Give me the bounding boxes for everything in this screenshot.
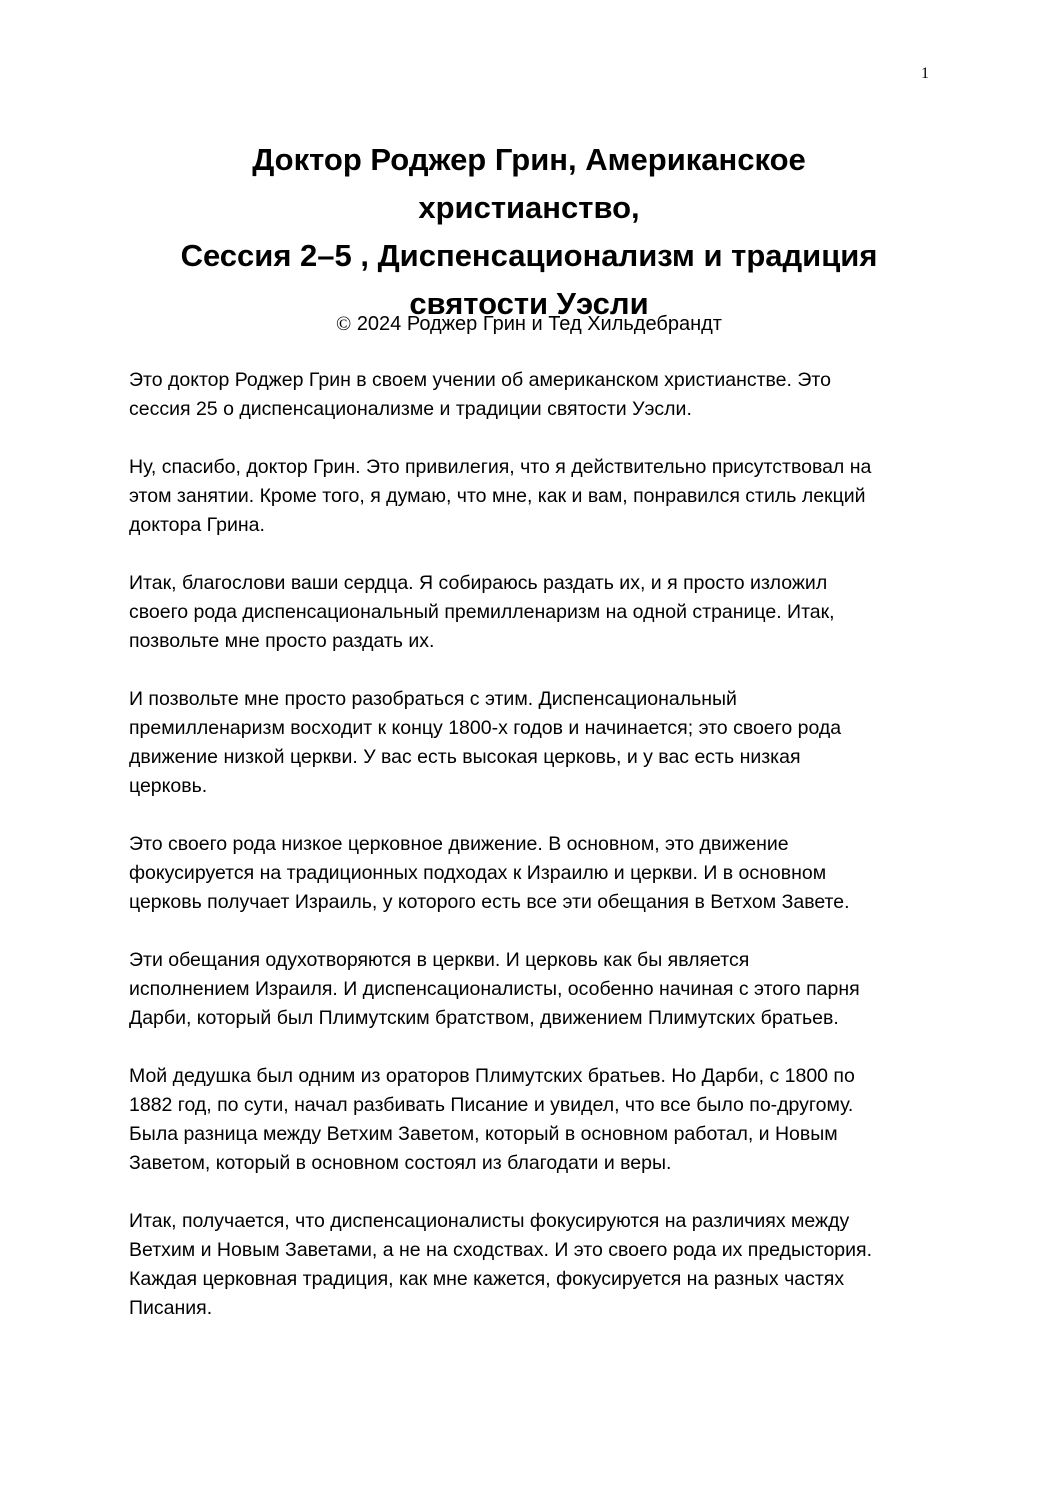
text-line: Это доктор Роджер Грин в своем учении об американском христианстве. Это <box>129 369 831 391</box>
text-line: Дарби, который был Плимутским братством, движением Плимутских братьев. <box>129 1007 839 1029</box>
copyright-notice <box>0 311 1058 337</box>
text-line: премилленаризм восходит к концу 1800-х годов и начинается; это своего рода <box>129 717 842 739</box>
copyright-symbol: © <box>336 313 352 335</box>
text-line: Эти обещания одухотворяются в церкви. И церковь как бы является <box>129 949 750 971</box>
paragraph <box>129 366 929 424</box>
paragraph <box>129 685 929 801</box>
text-line: Заветом, который в основном состоял из благодати и веры. <box>129 1152 672 1174</box>
text-line: сессия 25 о диспенсационализме и традиции святости Уэсли. <box>129 398 692 420</box>
text-line: движение низкой церкви. У вас есть высокая церковь, и у вас есть низкая <box>129 746 801 768</box>
page-number: 1 <box>921 65 929 82</box>
title-line: святости Уэсли <box>409 286 649 321</box>
paragraph <box>129 946 929 1033</box>
text-line: исполнением Израиля. И диспенсационалисты, особенно начиная с этого парня <box>129 978 860 1000</box>
text-line: этом занятии. Кроме того, я думаю, что мне, как и вам, понравился стиль лекций <box>129 485 866 507</box>
paragraph <box>129 830 929 917</box>
text-line: Это своего рода низкое церковное движение. В основном, это движение <box>129 833 789 855</box>
text-line: Была разница между Ветхим Заветом, который в основном работал, и Новым <box>129 1123 838 1145</box>
text-line: И позвольте мне просто разобраться с этим. Диспенсациональный <box>129 688 737 710</box>
text-line: доктора Грина. <box>129 514 265 536</box>
paragraph <box>129 1062 929 1178</box>
text-line: Мой дедушка был одним из ораторов Плимутских братьев. Но Дарби, с 1800 по <box>129 1065 855 1087</box>
text-line: церковь. <box>129 775 208 797</box>
paragraph <box>129 1207 929 1323</box>
title-line: Сессия 2–5 , Диспенсационализм и традиция <box>180 238 878 273</box>
paragraph <box>129 453 929 540</box>
title-line: Доктор Роджер Грин, Американское <box>252 142 806 177</box>
text-line: Итак, получается, что диспенсационалисты фокусируются на различиях между <box>129 1210 850 1232</box>
text-line: позвольте мне просто раздать их. <box>129 630 435 652</box>
text-line: Ветхим и Новым Заветами, а не на сходствах. И это своего рода их предыстория. <box>129 1239 872 1261</box>
text-line: Итак, благослови ваши сердца. Я собираюсь раздать их, и я просто изложил <box>129 572 828 594</box>
text-line: церковь получает Израиль, у которого есть все эти обещания в Ветхом Завете. <box>129 891 850 913</box>
document-title <box>0 136 1058 328</box>
text-line: Писания. <box>129 1297 213 1319</box>
paragraph <box>129 569 929 656</box>
copyright-text: 2024 Роджер Грин и Тед Хильдебрандт <box>356 313 722 335</box>
text-line: Каждая церковная традиция, как мне кажется, фокусируется на разных частях <box>129 1268 845 1290</box>
text-line: фокусируется на традиционных подходах к Израилю и церкви. И в основном <box>129 862 827 884</box>
document-body <box>129 366 929 1352</box>
text-line: Ну, спасибо, доктор Грин. Это привилегия, что я действительно присутствовал на <box>129 456 872 478</box>
text-line: своего рода диспенсациональный премилленаризм на одной странице. Итак, <box>129 601 835 623</box>
title-line: христианство, <box>418 190 640 225</box>
text-line: 1882 год, по сути, начал разбивать Писание и увидел, что все было по-другому. <box>129 1094 854 1116</box>
